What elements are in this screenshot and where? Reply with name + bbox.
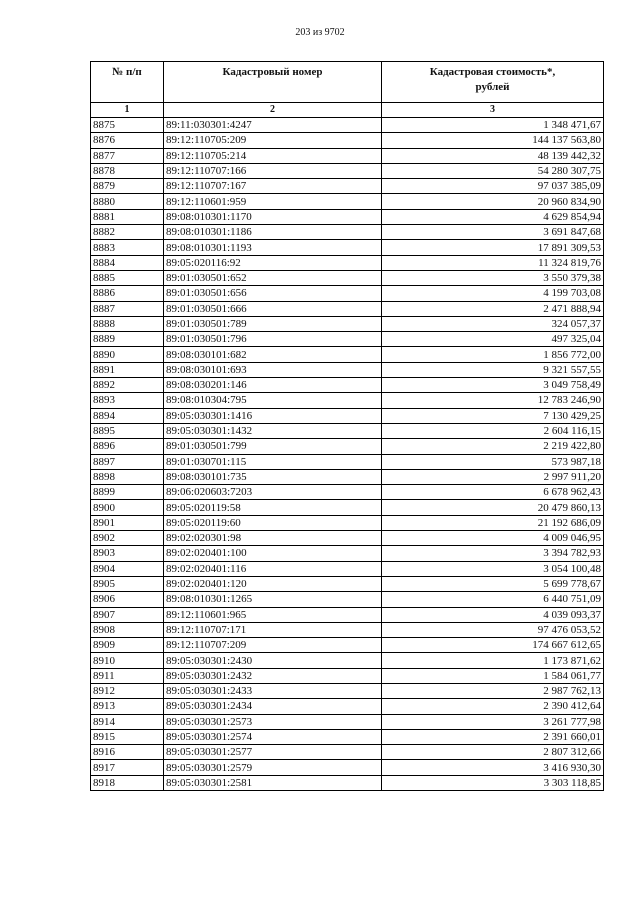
table-row [91,439,604,454]
cadastral-value-cell: 497 325,04 [382,332,604,347]
row-number-cell: 8876 [91,133,164,148]
cadastral-value-cell: 1 348 471,67 [382,118,604,133]
row-number-cell: 8892 [91,378,164,393]
cadastral-value-cell: 4 039 093,37 [382,607,604,622]
table-row [91,592,604,607]
row-number-cell: 8880 [91,194,164,209]
cadastral-number-cell: 89:05:030301:2432 [164,668,382,683]
table-row [91,163,604,178]
cadastral-number-cell: 89:08:030101:735 [164,469,382,484]
row-number-cell: 8882 [91,225,164,240]
header-cadastral-value: Кадастровая стоимость*, рублей [382,62,604,103]
cadastral-number-cell: 89:05:030301:2573 [164,714,382,729]
row-number-cell: 8917 [91,760,164,775]
cadastral-number-cell: 89:12:110601:965 [164,607,382,622]
cadastral-number-cell: 89:08:030201:146 [164,378,382,393]
row-number-cell: 8884 [91,255,164,270]
cadastral-value-cell: 3 550 379,38 [382,270,604,285]
cadastral-number-cell: 89:05:030301:2581 [164,775,382,790]
table-row [91,133,604,148]
cadastral-value-cell: 4 009 046,95 [382,531,604,546]
row-number-cell: 8907 [91,607,164,622]
table-row [91,332,604,347]
cadastral-number-cell: 89:12:110707:166 [164,163,382,178]
cadastral-number-cell: 89:08:030101:693 [164,362,382,377]
table-row [91,546,604,561]
cadastral-value-cell: 3 303 118,85 [382,775,604,790]
row-number-cell: 8887 [91,301,164,316]
column-number-1: 1 [91,103,164,118]
cadastral-number-cell: 89:05:030301:2579 [164,760,382,775]
table-row [91,255,604,270]
row-number-cell: 8905 [91,576,164,591]
table-column-numbers-row [91,103,604,118]
row-number-cell: 8912 [91,683,164,698]
row-number-cell: 8883 [91,240,164,255]
table-row [91,775,604,790]
cadastral-number-cell: 89:01:030701:115 [164,454,382,469]
row-number-cell: 8888 [91,316,164,331]
row-number-cell: 8885 [91,270,164,285]
row-number-cell: 8900 [91,500,164,515]
column-number-3: 3 [382,103,604,118]
cadastral-value-cell: 6 440 751,09 [382,592,604,607]
row-number-cell: 8914 [91,714,164,729]
cadastral-number-cell: 89:12:110707:167 [164,179,382,194]
row-number-cell: 8894 [91,408,164,423]
cadastral-value-cell: 3 049 758,49 [382,378,604,393]
table-row [91,118,604,133]
cadastral-value-cell: 1 173 871,62 [382,653,604,668]
cadastral-value-cell: 9 321 557,55 [382,362,604,377]
table-body [91,118,604,791]
table-row [91,729,604,744]
cadastral-number-cell: 89:08:030101:682 [164,347,382,362]
table-row [91,561,604,576]
table-row [91,209,604,224]
row-number-cell: 8879 [91,179,164,194]
cadastral-value-cell: 1 584 061,77 [382,668,604,683]
row-number-cell: 8877 [91,148,164,163]
cadastral-number-cell: 89:05:020116:92 [164,255,382,270]
cadastral-number-cell: 89:01:030501:666 [164,301,382,316]
cadastral-value-cell: 1 856 772,00 [382,347,604,362]
table-row [91,148,604,163]
page-number-header: 203 из 9702 [295,27,345,38]
table-row [91,760,604,775]
table-row [91,469,604,484]
row-number-cell: 8916 [91,745,164,760]
cadastral-value-cell: 2 219 422,80 [382,439,604,454]
table-row [91,179,604,194]
cadastral-value-cell: 17 891 309,53 [382,240,604,255]
row-number-cell: 8911 [91,668,164,683]
cadastral-value-cell: 3 394 782,93 [382,546,604,561]
header-row-number: № п/п [91,62,164,103]
cadastral-number-cell: 89:12:110601:959 [164,194,382,209]
table-row [91,745,604,760]
row-number-cell: 8902 [91,531,164,546]
cadastral-value-cell: 144 137 563,80 [382,133,604,148]
table-row [91,576,604,591]
row-number-cell: 8913 [91,699,164,714]
cadastral-number-cell: 89:05:030301:2433 [164,683,382,698]
row-number-cell: 8901 [91,515,164,530]
cadastral-value-cell: 5 699 778,67 [382,576,604,591]
row-number-cell: 8891 [91,362,164,377]
cadastral-number-cell: 89:05:030301:2430 [164,653,382,668]
row-number-cell: 8897 [91,454,164,469]
table-row [91,515,604,530]
table-row [91,423,604,438]
cadastral-value-cell: 48 139 442,32 [382,148,604,163]
cadastral-value-cell: 3 691 847,68 [382,225,604,240]
cadastral-value-cell: 97 037 385,09 [382,179,604,194]
cadastral-number-cell: 89:01:030501:796 [164,332,382,347]
cadastral-value-cell: 6 678 962,43 [382,485,604,500]
table-row [91,270,604,285]
table-row [91,454,604,469]
column-number-2: 2 [164,103,382,118]
cadastral-value-cell: 2 390 412,64 [382,699,604,714]
table-row [91,408,604,423]
cadastral-value-cell: 3 054 100,48 [382,561,604,576]
cadastral-value-cell: 20 960 834,90 [382,194,604,209]
table-row [91,301,604,316]
cadastral-value-cell: 2 604 116,15 [382,423,604,438]
table-row [91,668,604,683]
cadastral-value-cell: 54 280 307,75 [382,163,604,178]
row-number-cell: 8904 [91,561,164,576]
cadastral-number-cell: 89:02:020401:100 [164,546,382,561]
table-row [91,699,604,714]
cadastral-number-cell: 89:01:030501:789 [164,316,382,331]
row-number-cell: 8889 [91,332,164,347]
cadastral-value-cell: 3 261 777,98 [382,714,604,729]
table-row [91,607,604,622]
cadastral-number-cell: 89:12:110705:214 [164,148,382,163]
cadastral-number-cell: 89:05:020119:58 [164,500,382,515]
cadastral-number-cell: 89:01:030501:656 [164,286,382,301]
cadastral-number-cell: 89:05:020119:60 [164,515,382,530]
cadastral-value-cell: 2 391 660,01 [382,729,604,744]
table-row [91,500,604,515]
table-row [91,347,604,362]
table-row [91,286,604,301]
cadastral-number-cell: 89:12:110707:209 [164,638,382,653]
table-row [91,638,604,653]
cadastral-number-cell: 89:05:030301:2574 [164,729,382,744]
row-number-cell: 8918 [91,775,164,790]
row-number-cell: 8890 [91,347,164,362]
row-number-cell: 8908 [91,622,164,637]
table-row [91,393,604,408]
row-number-cell: 8909 [91,638,164,653]
cadastral-number-cell: 89:08:010301:1170 [164,209,382,224]
cadastral-number-cell: 89:08:010301:1193 [164,240,382,255]
cadastral-number-cell: 89:08:010301:1265 [164,592,382,607]
row-number-cell: 8896 [91,439,164,454]
cadastral-number-cell: 89:05:030301:1416 [164,408,382,423]
cadastral-number-cell: 89:02:020401:120 [164,576,382,591]
cadastral-value-cell: 2 987 762,13 [382,683,604,698]
cadastral-number-cell: 89:01:030501:799 [164,439,382,454]
cadastral-value-cell: 7 130 429,25 [382,408,604,423]
row-number-cell: 8899 [91,485,164,500]
row-number-cell: 8915 [91,729,164,744]
cadastral-number-cell: 89:12:110707:171 [164,622,382,637]
cadastral-number-cell: 89:12:110705:209 [164,133,382,148]
row-number-cell: 8886 [91,286,164,301]
table-row [91,485,604,500]
row-number-cell: 8906 [91,592,164,607]
cadastral-value-cell: 174 667 612,65 [382,638,604,653]
row-number-cell: 8893 [91,393,164,408]
cadastral-number-cell: 89:05:030301:1432 [164,423,382,438]
table-row [91,378,604,393]
table-header-row [91,62,604,103]
row-number-cell: 8910 [91,653,164,668]
table-row [91,622,604,637]
cadastral-number-cell: 89:02:020401:116 [164,561,382,576]
cadastral-value-cell: 2 807 312,66 [382,745,604,760]
cadastral-value-cell: 21 192 686,09 [382,515,604,530]
table-row [91,653,604,668]
row-number-cell: 8881 [91,209,164,224]
row-number-cell: 8898 [91,469,164,484]
cadastral-value-cell: 3 416 930,30 [382,760,604,775]
cadastral-value-table [90,61,604,791]
cadastral-value-cell: 2 471 888,94 [382,301,604,316]
cadastral-value-cell: 20 479 860,13 [382,500,604,515]
row-number-cell: 8878 [91,163,164,178]
table-row [91,714,604,729]
row-number-cell: 8875 [91,118,164,133]
cadastral-value-cell: 2 997 911,20 [382,469,604,484]
cadastral-value-cell: 97 476 053,52 [382,622,604,637]
cadastral-number-cell: 89:08:010301:1186 [164,225,382,240]
row-number-cell: 8895 [91,423,164,438]
cadastral-value-cell: 4 629 854,94 [382,209,604,224]
cadastral-value-cell: 11 324 819,76 [382,255,604,270]
table-row [91,683,604,698]
header-cadastral-number: Кадастровый номер [164,62,382,103]
table-row [91,240,604,255]
row-number-cell: 8903 [91,546,164,561]
table-row [91,531,604,546]
table-row [91,362,604,377]
table-row [91,316,604,331]
cadastral-number-cell: 89:06:020603:7203 [164,485,382,500]
cadastral-number-cell: 89:02:020301:98 [164,531,382,546]
cadastral-value-cell: 573 987,18 [382,454,604,469]
cadastral-number-cell: 89:05:030301:2434 [164,699,382,714]
cadastral-value-cell: 324 057,37 [382,316,604,331]
cadastral-number-cell: 89:05:030301:2577 [164,745,382,760]
table-row [91,194,604,209]
cadastral-number-cell: 89:01:030501:652 [164,270,382,285]
cadastral-number-cell: 89:08:010304:795 [164,393,382,408]
table-row [91,225,604,240]
cadastral-value-cell: 4 199 703,08 [382,286,604,301]
cadastral-number-cell: 89:11:030301:4247 [164,118,382,133]
cadastral-value-cell: 12 783 246,90 [382,393,604,408]
